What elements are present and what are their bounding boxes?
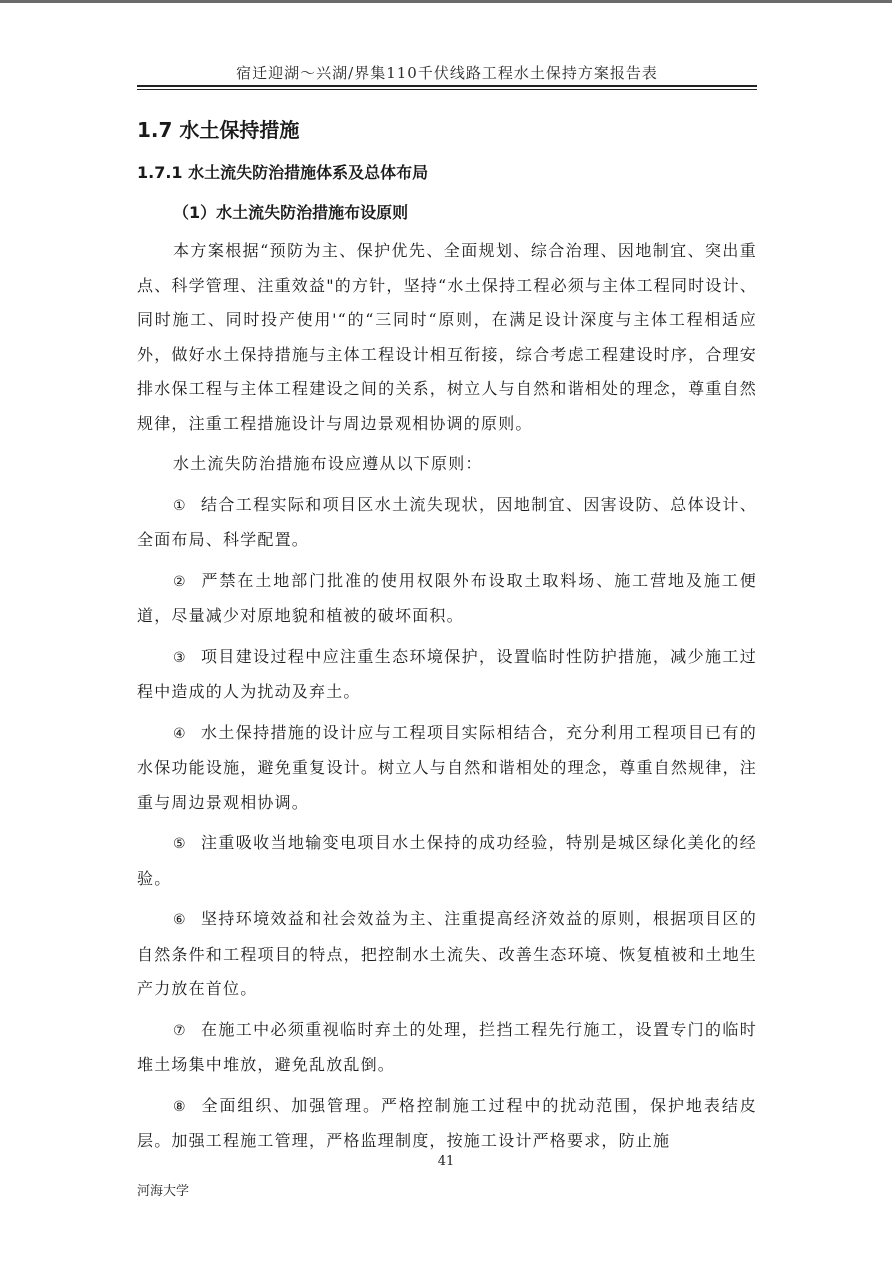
list-item xyxy=(137,488,757,558)
item-marker: ④ xyxy=(173,725,187,742)
list-item xyxy=(137,826,757,896)
document-body xyxy=(137,112,757,1159)
item-text: 在施工中必须重视临时弃土的处理，拦挡工程先行施工，设置专门的临时堆土场集中堆放，避免乱放乱倒。 xyxy=(137,1019,757,1074)
item-text: 严禁在土地部门批准的使用权限外布设取土取料场、施工营地及施工便道，尽量减少对原地貌和植被的破坏面积。 xyxy=(137,570,757,625)
list-item xyxy=(137,1013,757,1083)
item-marker: ③ xyxy=(173,649,187,666)
item-text: 水土保持措施的设计应与工程项目实际相结合，充分利用工程项目已有的水保功能设施，避免重复设计。树立人与自然和谐相处的理念，尊重自然规律，注重与周边景观相协调。 xyxy=(137,722,757,812)
subsubsection-heading: （1）水土流失防治措施布设原则 xyxy=(173,203,409,222)
list-item xyxy=(137,716,757,821)
lead-paragraph: 水土流失防治措施布设应遵从以下原则： xyxy=(173,454,483,473)
item-text: 坚持环境效益和社会效益为主、注重提高经济效益的原则，根据项目区的自然条件和工程项目的特点，把控制水土流失、改善生态环境、恢复植被和土地生产力放在首位。 xyxy=(137,909,757,998)
principles-list xyxy=(137,488,757,1159)
item-marker: ⑧ xyxy=(173,1098,187,1115)
item-marker: ① xyxy=(173,497,187,514)
item-text: 注重吸收当地输变电项目水土保持的成功经验，特别是城区绿化美化的经验。 xyxy=(137,833,757,888)
item-marker: ⑥ xyxy=(173,912,187,928)
section-heading: 1.7 水土保持措施 xyxy=(137,118,300,142)
item-marker: ⑦ xyxy=(173,1022,187,1039)
subsection-heading: 1.7.1 水土流失防治措施体系及总体布局 xyxy=(137,163,429,182)
intro-paragraph: 本方案根据“预防为主、保护优先、全面规划、综合治理、因地制宜、突出重点、科学管理、注重效益"的方针，坚持“水土保持工程必须与主体工程同时设计、同时施工、同时投产使用'“的“三同时“原则，在满足设计深度与主体工程相适应外，做好水土保持措施与主体工程设计相互衔接，综合考虑工程建设时序，合理安排水保工程与主体工程建设之间的关系，树立人与自然和谐相处的理念，尊重自然规律，注重工程措施设计与周边景观相协调的原则。 xyxy=(137,241,757,433)
item-text: 项目建设过程中应注重生态环境保护，设置临时性防护措施，减少施工过程中造成的人为扰动及弃土。 xyxy=(137,646,757,701)
item-marker: ⑤ xyxy=(173,836,187,852)
running-header: 宿迁迎湖～兴湖/界集110千伏线路工程水土保持方案报告表 xyxy=(236,64,658,82)
list-item xyxy=(137,902,757,1007)
list-item xyxy=(137,1089,757,1159)
list-item xyxy=(137,640,757,710)
item-marker: ② xyxy=(173,573,187,590)
item-text: 全面组织、加强管理。严格控制施工过程中的扰动范围，保护地表结皮层。加强工程施工管理，严格监理制度，按施工设计严格要求，防止施 xyxy=(137,1095,757,1150)
item-text: 结合工程实际和项目区水土流失现状，因地制宜、因害设防、总体设计、全面布局、科学配置。 xyxy=(137,494,757,549)
footer-organization: 河海大学 xyxy=(137,1184,190,1199)
page-top-edge xyxy=(0,0,892,3)
list-item xyxy=(137,564,757,634)
header-rule xyxy=(137,85,757,87)
page-number: 41 xyxy=(437,1154,455,1169)
header-rule-thin xyxy=(137,89,757,90)
